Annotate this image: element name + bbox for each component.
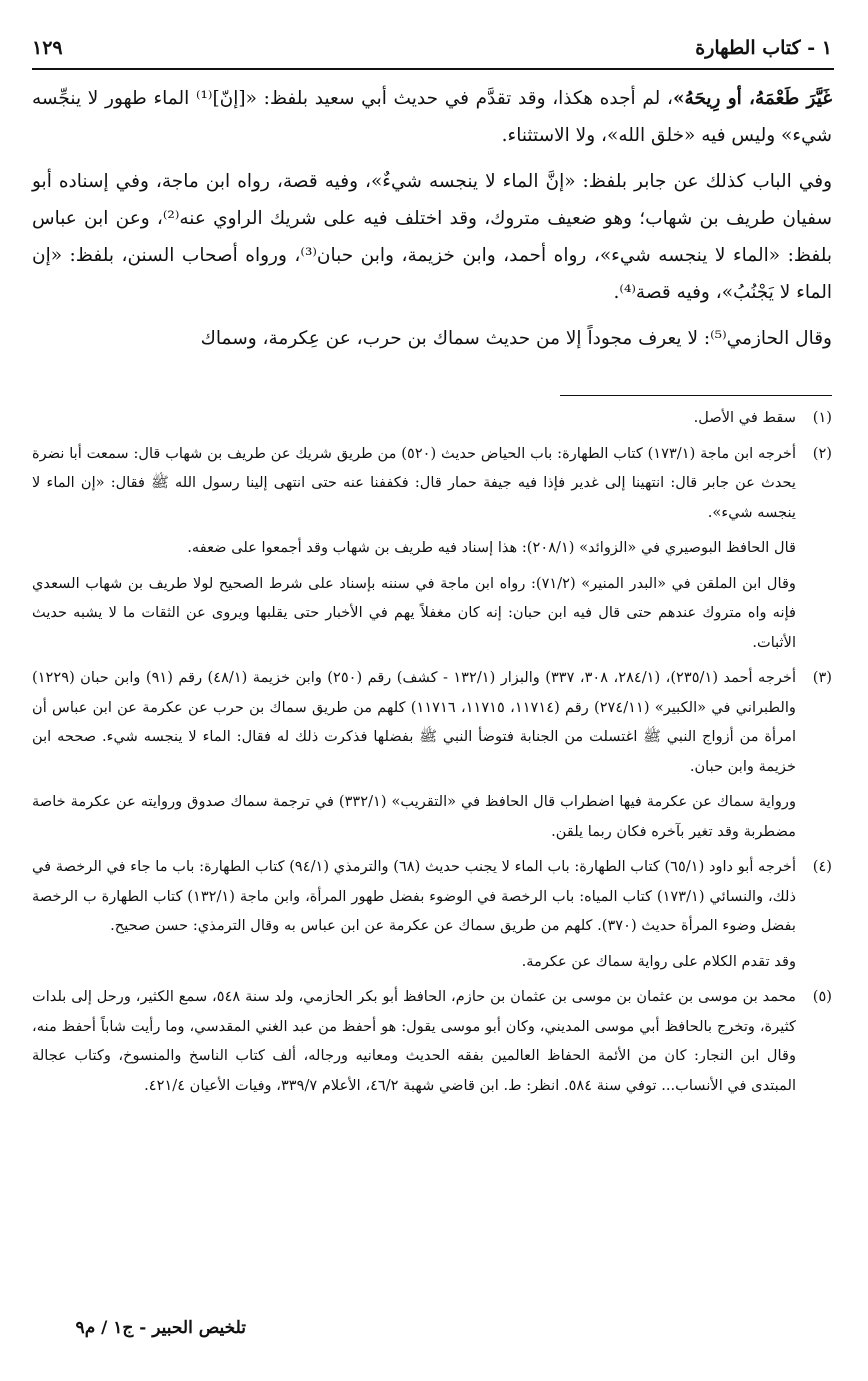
footnote-text: وقد تقدم الكلام على رواية سماك عن عكرمة. <box>521 952 796 970</box>
footnote-4 <box>32 852 832 976</box>
footnote-number: (١) <box>812 409 832 426</box>
footnote-1 <box>32 403 832 433</box>
paragraph-1-text: ، لم أجده هكذا، وقد تقدَّم في حديث أبي سعيد بلفظ: «[إنّ]⁽¹⁾ الماء طهور لا ينجِّسه شيء» وليس فيه «خلق الله»، ولا الاستثناء. <box>32 88 832 146</box>
footnote-number: (٢) <box>812 444 832 462</box>
quoted-phrase: غَيَّرَ طَعْمَهُ، أو رِيحَهُ» <box>672 88 832 109</box>
paragraph-1 <box>32 80 832 154</box>
paragraph-2: وفي الباب كذلك عن جابر بلفظ: «إنَّ الماء لا ينجسه شيءٌ»، وفيه قصة، رواه ابن ماجة، وفي إسناده أبو سفيان طريف بن شهاب؛ وهو ضعيف متروك، وقد اختلف فيه على شريك الراوي عنه⁽²⁾، وعن ابن عباس بلفظ: «الماء لا ينجسه شيء»، رواه أحمد، وابن خزيمة، وابن حبان⁽³⁾، ورواه أصحاب السنن، بلفظ: «إن الماء لا يَجْنُبُ»، وفيه قصة⁽⁴⁾. <box>32 171 833 303</box>
paragraph-3: وقال الحازمي⁽⁵⁾: لا يعرف مجوداً إلا من حديث سماك بن حرب، عن عِكرمة، وسماك <box>200 328 832 349</box>
page-number: ١٢٩ <box>32 37 63 59</box>
chapter-title: ١ - كتاب الطهارة <box>695 37 832 59</box>
footnote-text: أخرجه أبو داود (٦٥/١) كتاب الطهارة: باب الماء لا يجنب حديث (٦٨) والترمذي (٩٤/١) كتاب الطهارة: باب ما جاء في الرخصة في ذلك، والنسائي (١٧٣/١) كتاب المياه: باب الرخصة في الوضوء بفضل طهور المرأة، وابن ماجة (١٣٢/١) كتاب الطهارة ب الرخصة بفضل وضوء المرأة حديث (٣٧٠). كلهم من طريق سماك عن عكرمة عن ابن عباس به وقال الترمذي: حسن صحيح. <box>32 858 796 934</box>
footnotes <box>32 403 832 1106</box>
footnote-text: سقط في الأصل. <box>693 409 796 426</box>
running-header <box>32 30 832 66</box>
footnote-2 <box>32 439 832 658</box>
footnote-number: (٣) <box>812 669 832 686</box>
footnote-number: (٤) <box>812 858 832 875</box>
header-rule <box>32 68 834 70</box>
footnote-5 <box>32 982 832 1100</box>
footnote-text: أخرجه أحمد (٢٣٥/١)، (٢٨٤/١، ٣٠٨، ٣٣٧) والبزار (١٣٢/١ - كشف) رقم (٢٥٠) وابن خزيمة (٤٨/١) رقم (٩١) وابن حبان (١٢٢٩) والطبراني في «الكبير» (٢٧٤/١١) رقم (١١٧١٤، ١١٧١٥، ١١٧١٦) كلهم من طريق سماك بن حرب عن عكرمة عن ابن عباس أن امرأة من أزواج النبي ﷺ اغتسلت من الجنابة فتوضأ النبي ﷺ بفضلها فذكرت ذلك له فقال: الماء لا ينجسه شيء. صححه ابن خزيمة وابن حبان. <box>32 669 797 775</box>
main-text <box>32 80 832 366</box>
footnote-text: أخرجه ابن ماجة (١٧٣/١) كتاب الطهارة: باب الحياض حديث (٥٢٠) من طريق شريك عن طريف بن شهاب قال: سمعت أبا نضرة يحدث عن جابر قال: انتهينا إلى غدير فإذا فيه جيفة حمار قال: فكففنا عنه حتى انتهى إلينا رسول الله ﷺ فقال: «إن الماء لا ينجسه شيء». <box>32 444 796 521</box>
footnote-separator <box>560 395 832 396</box>
signature-mark: تلخيص الحبير - ج١ / م٩ <box>75 1318 246 1338</box>
footnote-number: (٥) <box>812 988 832 1005</box>
footnote-text: ورواية سماك عن عكرمة فيها اضطراب قال الحافظ في «التقريب» (٣٣٢/١) في ترجمة سماك صدوق وروايته عن عكرمة خاصة مضطربة وقد تغير بآخره فكان ربما يلقن. <box>32 793 796 840</box>
footnote-text: وقال ابن الملقن في «البدر المنير» (٧١/٢): رواه ابن ماجة في سننه بإسناد على شرط الصحيح لولا طريف بن شهاب السعدي فإنه واه متروك عندهم حتى قال فيه ابن حبان: إنه كان مغفلاً يهم في الأخبار حتى يقلبها ويروى عن الثقات ما لا يشبه حديث الأثبات. <box>32 574 796 651</box>
footnote-text: محمد بن موسى بن عثمان بن موسى بن عثمان بن حازم، الحافظ أبو بكر الحازمي، ولد سنة ٥٤٨، سمع الكثير، ورحل إلى بلدات كثيرة، وتخرج بالحافظ أبي موسى المديني، وكان أبو موسى يقول: هو أحفظ من عبد الغني المقدسي، وما رأيت شاباً أحفظ منه، وقال ابن النجار: كان من الأئمة الحفاظ العالمين بفقه الحديث ومعانيه ورجاله، ألف كتاب الناسخ والمنسوخ، وكتاب عجالة المبتدى في الأنساب... توفي سنة ٥٨٤. انظر: ط. ابن قاضي شهبة ٤٦/٢، الأعلام ٣٣٩/٧، وفيات الأعيان ٤٢١/٤. <box>32 988 796 1094</box>
footnote-text: قال الحافظ البوصيري في «الزوائد» (٢٠٨/١): هذا إسناد فيه طريف بن شهاب وقد أجمعوا على ضعفه. <box>187 539 796 556</box>
footnote-3 <box>32 663 832 846</box>
